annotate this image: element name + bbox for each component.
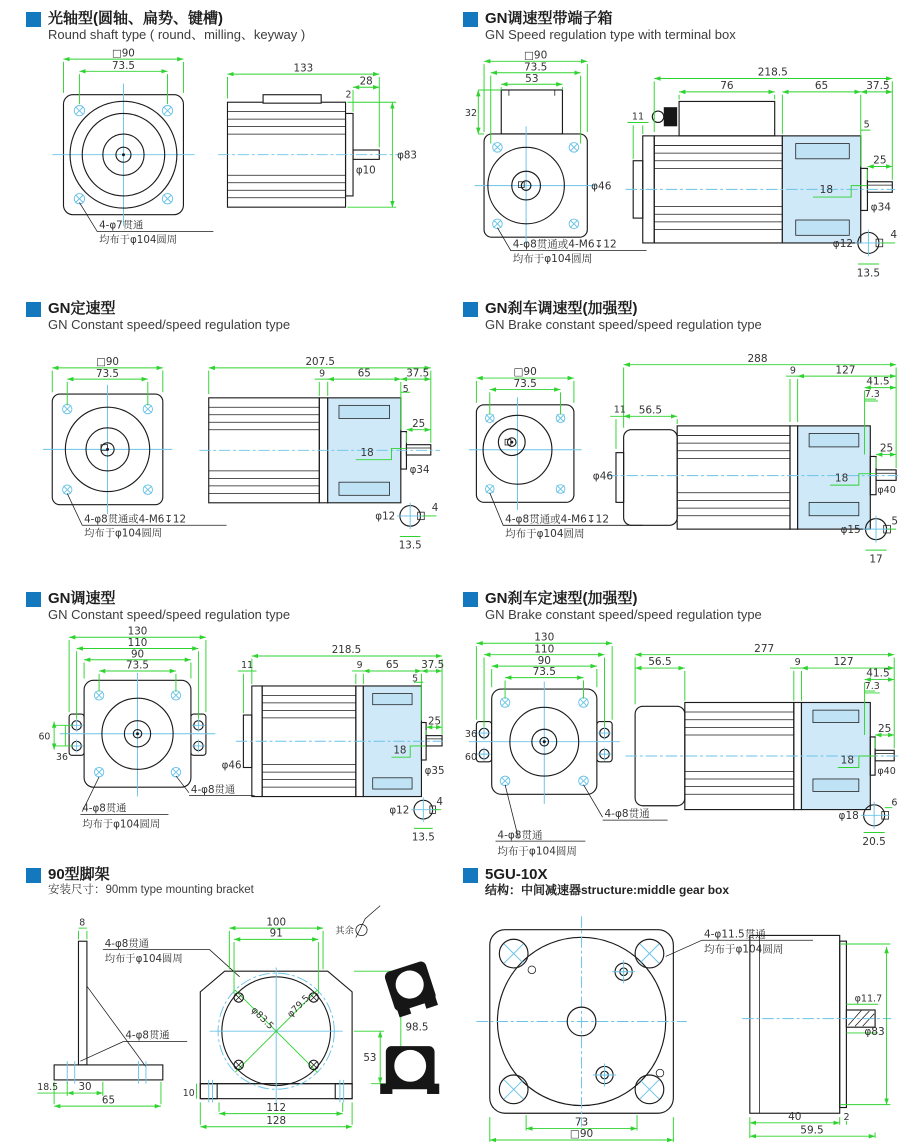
dim-label: 2 bbox=[843, 1111, 850, 1123]
dim-label: 73 bbox=[574, 1116, 589, 1129]
dim-label: 90 bbox=[537, 654, 551, 667]
note-line1: 4-φ8贯通 bbox=[604, 808, 650, 821]
note-line2: 均布于φ104圆周 bbox=[99, 233, 178, 246]
dim-label: φ12 bbox=[389, 804, 410, 817]
dim-label: 18 bbox=[840, 754, 855, 767]
section-bullet-icon bbox=[463, 868, 478, 883]
side-view-geometry bbox=[626, 102, 896, 244]
dim-label: 4 bbox=[431, 502, 439, 515]
dim-label: 13.5 bbox=[411, 831, 435, 844]
dim-label: 76 bbox=[720, 80, 734, 93]
dim-label: 218.5 bbox=[757, 66, 788, 79]
dim-label: 133 bbox=[293, 62, 314, 75]
section-title-en: 结构：中间减速器structure:middle gear box bbox=[485, 883, 730, 898]
dim-label: 73.5 bbox=[523, 61, 548, 74]
dim-label: 5 bbox=[891, 515, 899, 528]
dim-label: 11 bbox=[631, 111, 645, 123]
section-title-en: GN Speed regulation type with terminal box bbox=[485, 27, 736, 43]
dim-label: 56.5 bbox=[648, 656, 672, 669]
dim-label: 9 bbox=[794, 657, 801, 669]
side-view-geometry bbox=[742, 935, 891, 1113]
dim-label: φ10 bbox=[355, 164, 376, 177]
dim-label: 73.5 bbox=[532, 666, 556, 679]
dim-label: 20.5 bbox=[862, 836, 886, 849]
dim-label: φ40 bbox=[877, 484, 896, 496]
front-view-dimensions bbox=[490, 1115, 674, 1142]
dim-label: φ83 bbox=[397, 149, 417, 162]
front-view-dimensions bbox=[476, 366, 574, 414]
dim-label: φ34 bbox=[870, 201, 891, 214]
dim-label: 73.5 bbox=[96, 367, 119, 380]
drawing-5gu-10x bbox=[463, 901, 899, 1142]
bracket-front-view bbox=[200, 968, 352, 1105]
dim-label: 13.5 bbox=[398, 539, 422, 552]
section-header bbox=[463, 866, 899, 898]
mounting-note bbox=[666, 928, 813, 956]
dim-label: 25 bbox=[428, 715, 442, 728]
note-line1: 4-φ8贯通 bbox=[190, 783, 236, 796]
dim-label: 9 bbox=[356, 660, 363, 672]
dim-label: φ18 bbox=[838, 810, 859, 823]
mounting-note-left bbox=[496, 785, 586, 858]
note-line2: 均布于φ104圆周 bbox=[512, 253, 593, 266]
front-view-dimensions bbox=[465, 50, 612, 193]
note-line1: 4-φ8贯通 bbox=[82, 802, 127, 815]
dim-label: 25 bbox=[879, 442, 894, 455]
dim-label: φ12 bbox=[375, 510, 396, 523]
dim-label: φ11.7 bbox=[854, 993, 883, 1005]
mounting-note bbox=[67, 494, 226, 540]
section-bullet-icon bbox=[26, 592, 41, 607]
dim-label: 10 bbox=[182, 1088, 195, 1100]
dim-label: 207.5 bbox=[305, 356, 335, 369]
side-view-dimensions bbox=[227, 62, 417, 207]
dim-label: □90 bbox=[513, 366, 537, 379]
dim-label: 60 bbox=[464, 752, 478, 764]
section-title-en: 安装尺寸：90mm type mounting bracket bbox=[48, 884, 254, 897]
front-view-geometry bbox=[469, 397, 582, 510]
dim-label: 7.3 bbox=[864, 681, 880, 693]
section-brake-constant-speed bbox=[445, 580, 901, 856]
section-speed-regulation-terminal-box bbox=[445, 0, 901, 290]
mounting-note bbox=[497, 228, 646, 265]
dim-label: 11 bbox=[613, 404, 626, 416]
dim-label: 25 bbox=[877, 723, 892, 736]
section-title-zh: 光轴型(圆轴、扁势、键槽) bbox=[48, 10, 223, 27]
dim-label: 59.5 bbox=[800, 1124, 824, 1137]
side-view-geometry bbox=[606, 426, 898, 529]
dim-label: 2 bbox=[345, 89, 352, 101]
section-header bbox=[26, 590, 443, 623]
bracket-note-top bbox=[103, 938, 240, 977]
dim-label: 6 bbox=[891, 797, 898, 809]
section-title-zh: 90型脚架 bbox=[48, 866, 110, 883]
dim-label: 98.5 bbox=[405, 1021, 429, 1034]
section-title-en: Round shaft type ( round、milling、keyway ) bbox=[48, 27, 306, 43]
dim-label: φ35 bbox=[424, 765, 445, 778]
note-line1: 4-φ8贯通 bbox=[497, 829, 543, 842]
dim-label: 110 bbox=[127, 637, 148, 650]
dim-label: 110 bbox=[534, 643, 555, 656]
dim-label: 130 bbox=[534, 631, 555, 644]
side-view-geometry bbox=[236, 686, 443, 797]
section-title-zh: GN定速型 bbox=[48, 300, 116, 317]
note-line1: 4-φ8贯通或4-M6↧12 bbox=[512, 238, 617, 251]
dim-label: φ83 bbox=[864, 1025, 885, 1038]
drawing-speed-regulation bbox=[26, 626, 443, 857]
dim-label: 128 bbox=[266, 1115, 287, 1128]
section-5gu-10x bbox=[445, 856, 901, 1141]
section-speed-regulation bbox=[0, 580, 445, 856]
dim-label: 65 bbox=[101, 1094, 116, 1107]
note-line2: 均布于φ104圆周 bbox=[497, 845, 577, 858]
dim-label: 73.5 bbox=[513, 378, 537, 391]
dim-label: 32 bbox=[464, 107, 478, 119]
section-constant-speed bbox=[0, 290, 445, 580]
note-rest: 其余 bbox=[335, 926, 354, 938]
surface-finish-symbol bbox=[335, 906, 380, 938]
note-line2: 均布于φ104圆周 bbox=[703, 943, 784, 956]
dim-label: 65 bbox=[357, 367, 371, 380]
section-round-shaft bbox=[0, 0, 445, 290]
dim-label: 53 bbox=[525, 73, 539, 86]
drawing-round-shaft bbox=[26, 46, 443, 269]
shaft-section-detail bbox=[389, 796, 443, 844]
dim-label: 65 bbox=[814, 80, 829, 93]
section-mounting-bracket-90 bbox=[0, 856, 445, 1128]
section-bullet-icon bbox=[26, 12, 41, 27]
section-title-zh: GN调速型 bbox=[48, 590, 116, 607]
dim-label: 18 bbox=[819, 184, 834, 197]
dim-label: 218.5 bbox=[331, 644, 362, 657]
dim-label: φ79.5 bbox=[285, 993, 313, 1021]
dim-label: 91 bbox=[269, 928, 283, 941]
bracket-note-mid bbox=[80, 1030, 187, 1061]
dim-label: 100 bbox=[266, 916, 287, 929]
dim-label: 28 bbox=[359, 75, 373, 88]
mounting-note-right bbox=[583, 785, 667, 821]
section-bullet-icon bbox=[463, 302, 478, 317]
dim-label: 11 bbox=[241, 660, 254, 672]
dim-label: 73.5 bbox=[111, 60, 135, 73]
front-view-geometry bbox=[469, 682, 620, 804]
dim-label: 18 bbox=[360, 447, 374, 460]
note-line2: 均布于φ104圆周 bbox=[82, 818, 161, 831]
front-view-geometry bbox=[60, 673, 216, 797]
dim-label: 37.5 bbox=[866, 80, 890, 93]
note-line1: 4-φ8贯通或4-M6↧12 bbox=[84, 513, 187, 526]
shaft-section-detail bbox=[375, 502, 438, 551]
drawing-brake-speed-regulation bbox=[463, 336, 899, 567]
dim-label: φ12 bbox=[832, 237, 854, 250]
section-header bbox=[463, 10, 899, 43]
note-line2: 均布于φ104圆周 bbox=[84, 527, 163, 540]
dim-label: 9 bbox=[789, 365, 796, 377]
dim-label: □90 bbox=[569, 1128, 594, 1141]
dim-label: 112 bbox=[266, 1102, 287, 1115]
dim-label: 288 bbox=[747, 353, 768, 366]
dim-label: 60 bbox=[38, 731, 51, 743]
dim-label: 18 bbox=[393, 744, 407, 757]
front-view-geometry bbox=[52, 84, 194, 226]
dim-label: φ15 bbox=[840, 524, 861, 537]
dim-label: 5 bbox=[863, 119, 870, 131]
drawing-brake-constant-speed bbox=[463, 626, 899, 861]
side-view-geometry bbox=[626, 703, 898, 810]
dim-label: φ46 bbox=[592, 470, 614, 483]
front-view-geometry bbox=[476, 916, 686, 1126]
front-view-geometry bbox=[474, 90, 596, 245]
dim-label: 4 bbox=[436, 796, 443, 809]
dim-label: 36 bbox=[55, 752, 68, 764]
dim-label: φ46 bbox=[591, 180, 612, 193]
dim-label: 30 bbox=[78, 1081, 92, 1094]
dim-label: 277 bbox=[754, 643, 775, 656]
dim-label: 130 bbox=[127, 625, 148, 638]
side-view-geometry bbox=[218, 95, 401, 207]
section-bullet-icon bbox=[26, 868, 41, 883]
dim-label: 53 bbox=[363, 1052, 377, 1065]
drawing-mounting-bracket-90 bbox=[26, 900, 443, 1136]
dim-label: 25 bbox=[873, 154, 887, 167]
dim-label: φ34 bbox=[409, 463, 430, 476]
section-header bbox=[26, 866, 443, 897]
mounting-note bbox=[79, 203, 213, 246]
dim-label: 41.5 bbox=[866, 667, 890, 680]
dim-label: 41.5 bbox=[866, 375, 890, 388]
dim-label: 37.5 bbox=[406, 367, 430, 380]
section-title-en: GN Brake constant speed/speed regulation type bbox=[485, 607, 762, 623]
note-line1: 4-φ8贯通 bbox=[104, 938, 149, 951]
dim-label: 90 bbox=[130, 648, 145, 661]
dim-label: 127 bbox=[833, 656, 854, 669]
dim-label: 4 bbox=[890, 229, 898, 242]
dim-label: 37.5 bbox=[421, 659, 445, 672]
section-header bbox=[26, 300, 443, 333]
section-bullet-icon bbox=[463, 592, 478, 607]
dim-label: □90 bbox=[112, 47, 135, 60]
section-brake-speed-regulation bbox=[445, 290, 901, 580]
section-bullet-icon bbox=[26, 302, 41, 317]
dim-label: 13.5 bbox=[856, 267, 881, 280]
drawing-constant-speed bbox=[26, 336, 443, 561]
section-title-en: GN Constant speed/speed regulation type bbox=[48, 317, 291, 333]
section-header bbox=[463, 590, 899, 623]
section-header bbox=[26, 10, 443, 43]
side-view-geometry bbox=[199, 398, 440, 503]
mounting-note bbox=[490, 493, 643, 540]
dim-label: 18 bbox=[834, 472, 849, 485]
dim-label: □90 bbox=[524, 49, 548, 62]
dim-label: 18.5 bbox=[37, 1082, 59, 1094]
dim-label: φ46 bbox=[221, 759, 242, 772]
dim-label: 5 bbox=[412, 673, 419, 685]
dim-label: 17 bbox=[869, 553, 883, 566]
section-header bbox=[463, 300, 899, 333]
dim-label: 9 bbox=[319, 368, 326, 380]
dim-label: 8 bbox=[79, 917, 86, 929]
drawing-speed-regulation-terminal-box bbox=[463, 46, 899, 280]
dim-label: 36 bbox=[464, 729, 478, 741]
note-line1: 4-φ8贯通 bbox=[125, 1030, 170, 1043]
section-title-zh: GN刹车调速型(加强型) bbox=[485, 300, 638, 317]
note-line1: 4-φ8贯通或4-M6↧12 bbox=[505, 513, 610, 526]
dim-label: φ40 bbox=[877, 766, 896, 778]
section-title-zh: GN调速型带端子箱 bbox=[485, 10, 613, 27]
section-title-zh: GN刹车定速型(加强型) bbox=[485, 590, 638, 607]
section-title-zh: 5GU-10X bbox=[485, 866, 548, 883]
note-line2: 均布于φ104圆周 bbox=[505, 527, 585, 540]
note-line1: 4-φ11.5贯通 bbox=[703, 928, 766, 941]
dim-label: φ83.5 bbox=[248, 1005, 276, 1033]
note-line1: 4-φ7贯通 bbox=[99, 219, 144, 232]
note-line2: 均布于φ104圆周 bbox=[104, 953, 183, 966]
side-view-dimensions bbox=[750, 944, 891, 1138]
section-title-en: GN Brake constant speed/speed regulation type bbox=[485, 317, 762, 333]
dim-label: 73.5 bbox=[126, 659, 149, 672]
section-title-en: GN Constant speed/speed regulation type bbox=[48, 607, 291, 623]
bracket-front-dimensions bbox=[183, 917, 429, 1128]
dim-label: 40 bbox=[788, 1110, 802, 1123]
dim-label: 25 bbox=[412, 418, 426, 431]
dim-label: 56.5 bbox=[638, 404, 663, 417]
front-view-geometry bbox=[43, 385, 172, 514]
section-bullet-icon bbox=[463, 12, 478, 27]
dim-label: 5 bbox=[402, 384, 409, 396]
dim-label: 7.3 bbox=[864, 389, 880, 401]
dim-label: 127 bbox=[835, 364, 856, 377]
dim-label: □90 bbox=[96, 356, 119, 369]
dim-label: 65 bbox=[385, 659, 399, 672]
